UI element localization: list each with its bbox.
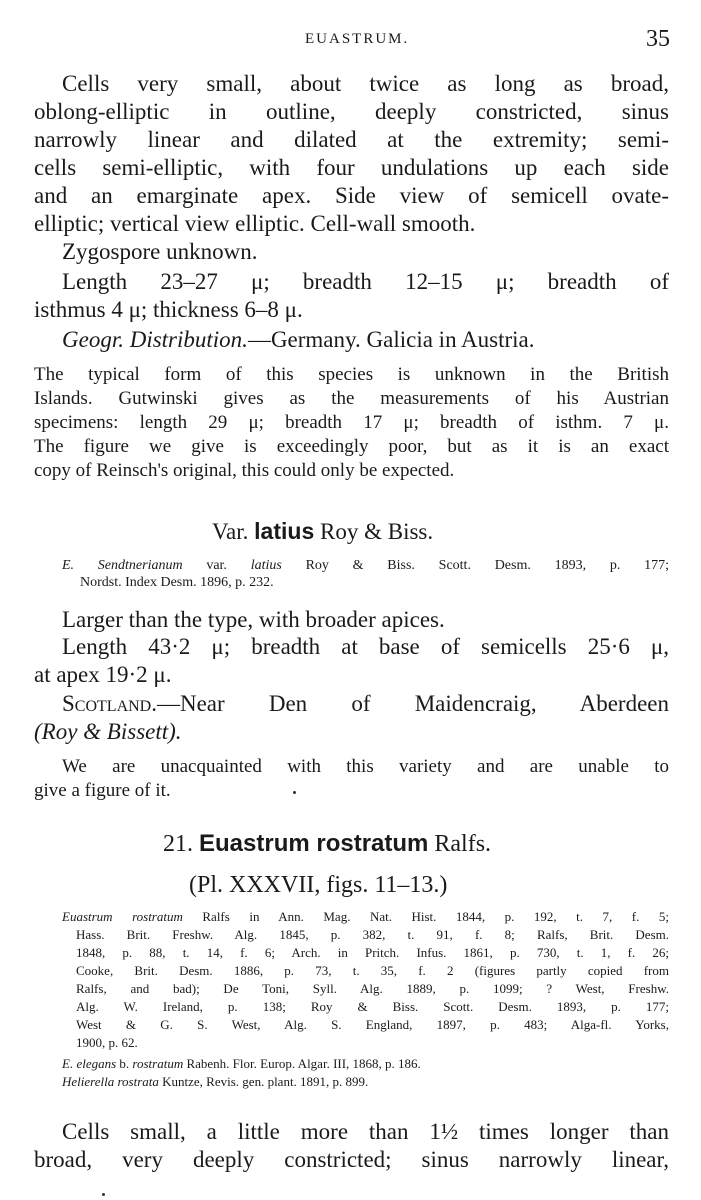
reference-line: Cooke, Brit. Desm. 1886, p. 73, t. 35, f. 2 (figures partly copied from [76,963,669,978]
text-line: oblong-elliptic in outline, deeply constricted, sinus [34,99,669,124]
reference-line: Alg. W. Ireland, p. 138; Roy & Biss. Scott. Desm. 1893, p. 177; [76,999,669,1014]
species-name: E. Sendtnerianum [62,558,183,573]
ref-text: var. [182,558,251,573]
text-line: Larger than the type, with broader apices. [62,607,445,632]
reference-line: Nordst. Index Desm. 1896, p. 232. [80,575,274,590]
species-heading [163,832,491,856]
ref-text: Ralfs in Ann. Mag. Nat. Hist. 1844, p. 192, t. 7, f. 5; [182,909,669,924]
distribution-line [62,328,669,351]
text-line: narrowly linear and dilated at the extremity; semi- [34,127,669,152]
text-line: and an emarginate apex. Side view of semicell ovate- [34,183,669,208]
reference-line [62,559,669,573]
synonym-line [62,1075,368,1088]
variety-prefix: Var. [212,519,249,544]
print-speck [293,791,296,794]
synonym-name: E. elegans [62,1056,117,1071]
variety-name-ref: latius [250,558,282,573]
locality-region: Scotland. [62,691,157,716]
text-line: broad, very deeply constricted; sinus narrowly linear, [34,1147,669,1172]
text-line: elliptic; vertical view elliptic. Cell-wall smooth. [34,211,476,236]
text-line: Cells very small, about twice as long as broad, [62,71,669,96]
synonym-name: Helierella rostrata [62,1074,159,1089]
variety-authority: Roy & Biss. [320,519,434,544]
distribution-text: —Germany. Galicia in Austria. [247,327,535,352]
text-line: Length 43·2 μ; breadth at base of semicells 25·6 μ, [62,634,669,659]
page-number: 35 [646,26,670,52]
dimensions-line: isthmus 4 μ; thickness 6–8 μ. [34,297,303,322]
species-name: Euastrum rostratum [199,830,429,857]
collectors-line: (Roy & Bissett). [34,719,182,744]
reference-line: West & G. S. West, Alg. S. England, 1897, p. 483; Alga-fl. Yorks, [76,1017,669,1032]
species-number: 21. [163,831,193,857]
distribution-label: Geogr. Distribution. [62,327,248,352]
synonym-line [62,1057,421,1070]
reference-line [62,910,669,923]
text-line: cells semi-elliptic, with four undulations up each side [34,155,669,180]
ref-text: Kuntze, Revis. gen. plant. 1891, p. 899. [158,1074,369,1089]
plate-reference: (Pl. XXXVII, figs. 11–13.) [189,872,448,898]
text-line: at apex 19·2 μ. [34,662,172,687]
note-line: Islands. Gutwinski gives as the measurements of his Austrian [34,388,669,409]
reference-line: Ralfs, and bad); De Toni, Syll. Alg. 1889, p. 1099; ? West, Freshw. [76,981,669,996]
locality-text: —Near Den of Maidencraig, Aberdeen [156,691,669,716]
ref-text: Roy & Biss. Scott. Desm. 1893, p. 177; [281,558,669,573]
variety-heading [212,520,433,543]
ref-text: Rabenh. Flor. Europ. Algar. III, 1868, p. 186. [183,1056,421,1071]
note-line: The typical form of this species is unknown in the British [34,364,669,385]
reference-line: 1848, p. 88, t. 14, f. 6; Arch. in Pritch. Infus. 1861, p. 730, t. 1, f. 26; [76,945,669,960]
locality-line [62,692,669,715]
zygospore-line: Zygospore unknown. [62,239,258,264]
note-line: give a figure of it. [34,780,171,801]
variety-name: latius [254,518,315,544]
species-authority: Ralfs. [434,831,492,857]
note-line: The figure we give is exceedingly poor, but as it is an exact [34,436,669,457]
synonym-name: rostratum [132,1056,184,1071]
text-line: Cells small, a little more than 1½ times longer than [62,1119,669,1144]
print-speck [102,1193,105,1196]
species-name: Euastrum rostratum [62,909,183,924]
note-line: copy of Reinsch's original, this could only be expected. [34,460,455,481]
reference-line: 1900, p. 62. [76,1035,138,1050]
note-line: We are unacquainted with this variety and are unable to [62,756,669,777]
reference-line: Hass. Brit. Freshw. Alg. 1845, p. 382, t. 91, f. 8; Ralfs, Brit. Desm. [76,927,669,942]
note-line: specimens: length 29 μ; breadth 17 μ; breadth of isthm. 7 μ. [34,412,669,433]
dimensions-line: Length 23–27 μ; breadth 12–15 μ; breadth of [62,269,669,294]
ref-text: b. [116,1056,133,1071]
running-title: EUASTRUM. [305,31,410,47]
